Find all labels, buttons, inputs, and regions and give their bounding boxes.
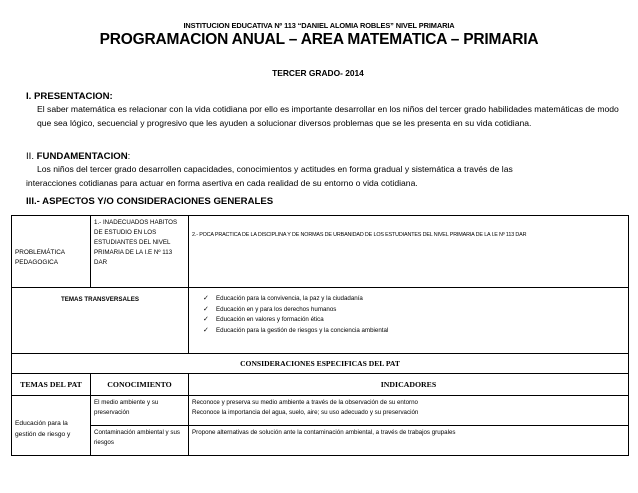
list-item xyxy=(203,315,628,326)
indicator-text: Propone alternativas de solución ante la contaminación ambiental, a través de trabajos grupales xyxy=(192,429,456,436)
problematica-label: PROBLEMÁTICA PEDAGOGICA xyxy=(12,216,91,288)
list-item-text: Educación para la gestión de riesgos y la conciencia ambiental xyxy=(216,326,389,334)
section-fundamentacion-body xyxy=(26,163,631,190)
general-considerations-table xyxy=(11,215,629,456)
column-header-temas: TEMAS DEL PAT xyxy=(12,374,91,396)
body-line: interacciones cotidianas para actuar en forma asertiva en cada realidad de su entorno o vida cotidiana. xyxy=(26,177,418,188)
table-header-row xyxy=(12,374,629,396)
column-header-conocimiento: CONOCIMIENTO xyxy=(91,374,189,396)
list-item-text: Educación para la convivencia, la paz y la ciudadanía xyxy=(216,295,363,302)
section-title: FUNDAMENTACION xyxy=(36,151,128,162)
problem-cell: 2.- POCA PRACTICA DE LA DISCIPLINA Y DE NORMAS DE URBANIDAD DE LOS ESTUDIANTES DEL NIVEL PRIMARIA DE LA I.E Nº 113 DAR xyxy=(189,216,629,288)
check-icon: ✓ xyxy=(203,326,209,334)
indicator-text: Reconoce y preserva su medio ambiente a través de la observación de su entorno xyxy=(192,399,418,406)
table-row xyxy=(12,354,629,374)
indicadores-cell xyxy=(189,426,629,456)
conocimiento-cell: El medio ambiente y su preservación xyxy=(91,396,189,426)
tema-pat-cell: Educación para la gestión de riesgo y xyxy=(12,396,91,456)
grade-year: TERCER GRADO- 2014 xyxy=(272,68,364,78)
section-colon: : xyxy=(127,151,131,162)
list-item-text: Educación en y para los derechos humanos xyxy=(216,305,337,313)
check-icon: ✓ xyxy=(203,295,209,302)
section-aspectos-heading: III.- ASPECTOS Y/O CONSIDERACIONES GENERALES xyxy=(26,196,274,207)
temas-transversales-list xyxy=(189,294,628,336)
section-fundamentacion-heading xyxy=(26,151,130,162)
body-line: Los niños del tercer grado desarrollen capacidades, conocimientos y actitudes en forma gradual y sistemática a través de las xyxy=(37,164,513,174)
check-icon: ✓ xyxy=(203,305,209,313)
temas-transversales-label: TEMAS TRANSVERSALES xyxy=(12,288,189,354)
column-header-indicadores: INDICADORES xyxy=(189,374,629,396)
section-presentacion-body: El saber matemática es relacionar con la vida cotidiana por ello es importante desarrollar en los niños del tercer grado habilidades matemáticas de modo que sea lógico, secuencial y progresivo que les ayuden a solucionar diversos problemas que se les presenta en su vida cotidiana. xyxy=(37,104,619,128)
section-number: II. xyxy=(26,151,37,162)
table-row xyxy=(12,426,629,456)
document-title: PROGRAMACION ANUAL – AREA MATEMATICA – PRIMARIA xyxy=(99,31,539,48)
conocimiento-cell: Contaminación ambiental y sus riesgos xyxy=(91,426,189,456)
list-item-text: Educación en valores y formación ética xyxy=(216,316,324,323)
consideraciones-heading: CONSIDERACIONES ESPECIFICAS DEL PAT xyxy=(12,354,629,374)
indicadores-cell xyxy=(189,396,629,426)
table-row xyxy=(12,216,629,288)
table-row xyxy=(12,288,629,354)
list-item xyxy=(203,305,628,316)
list-item xyxy=(203,326,628,337)
institution-name: INSTITUCION EDUCATIVA Nº 113 “DANIEL ALOMIA ROBLES” NIVEL PRIMARIA xyxy=(183,21,455,30)
problem-cell: 1.- INADECUADOS HABITOS DE ESTUDIO EN LOS ESTUDIANTES DEL NIVEL PRIMARIA DE LA I.E Nº 113 DAR xyxy=(91,216,189,288)
section-presentacion-heading: I. PRESENTACION: xyxy=(26,91,113,102)
temas-transversales-list-cell xyxy=(189,288,629,354)
check-icon: ✓ xyxy=(203,316,209,323)
list-item xyxy=(203,294,628,305)
table-row xyxy=(12,396,629,426)
indicator-text: Reconoce la importancia del agua, suelo, aire; su uso adecuado y su preservación xyxy=(192,409,419,416)
